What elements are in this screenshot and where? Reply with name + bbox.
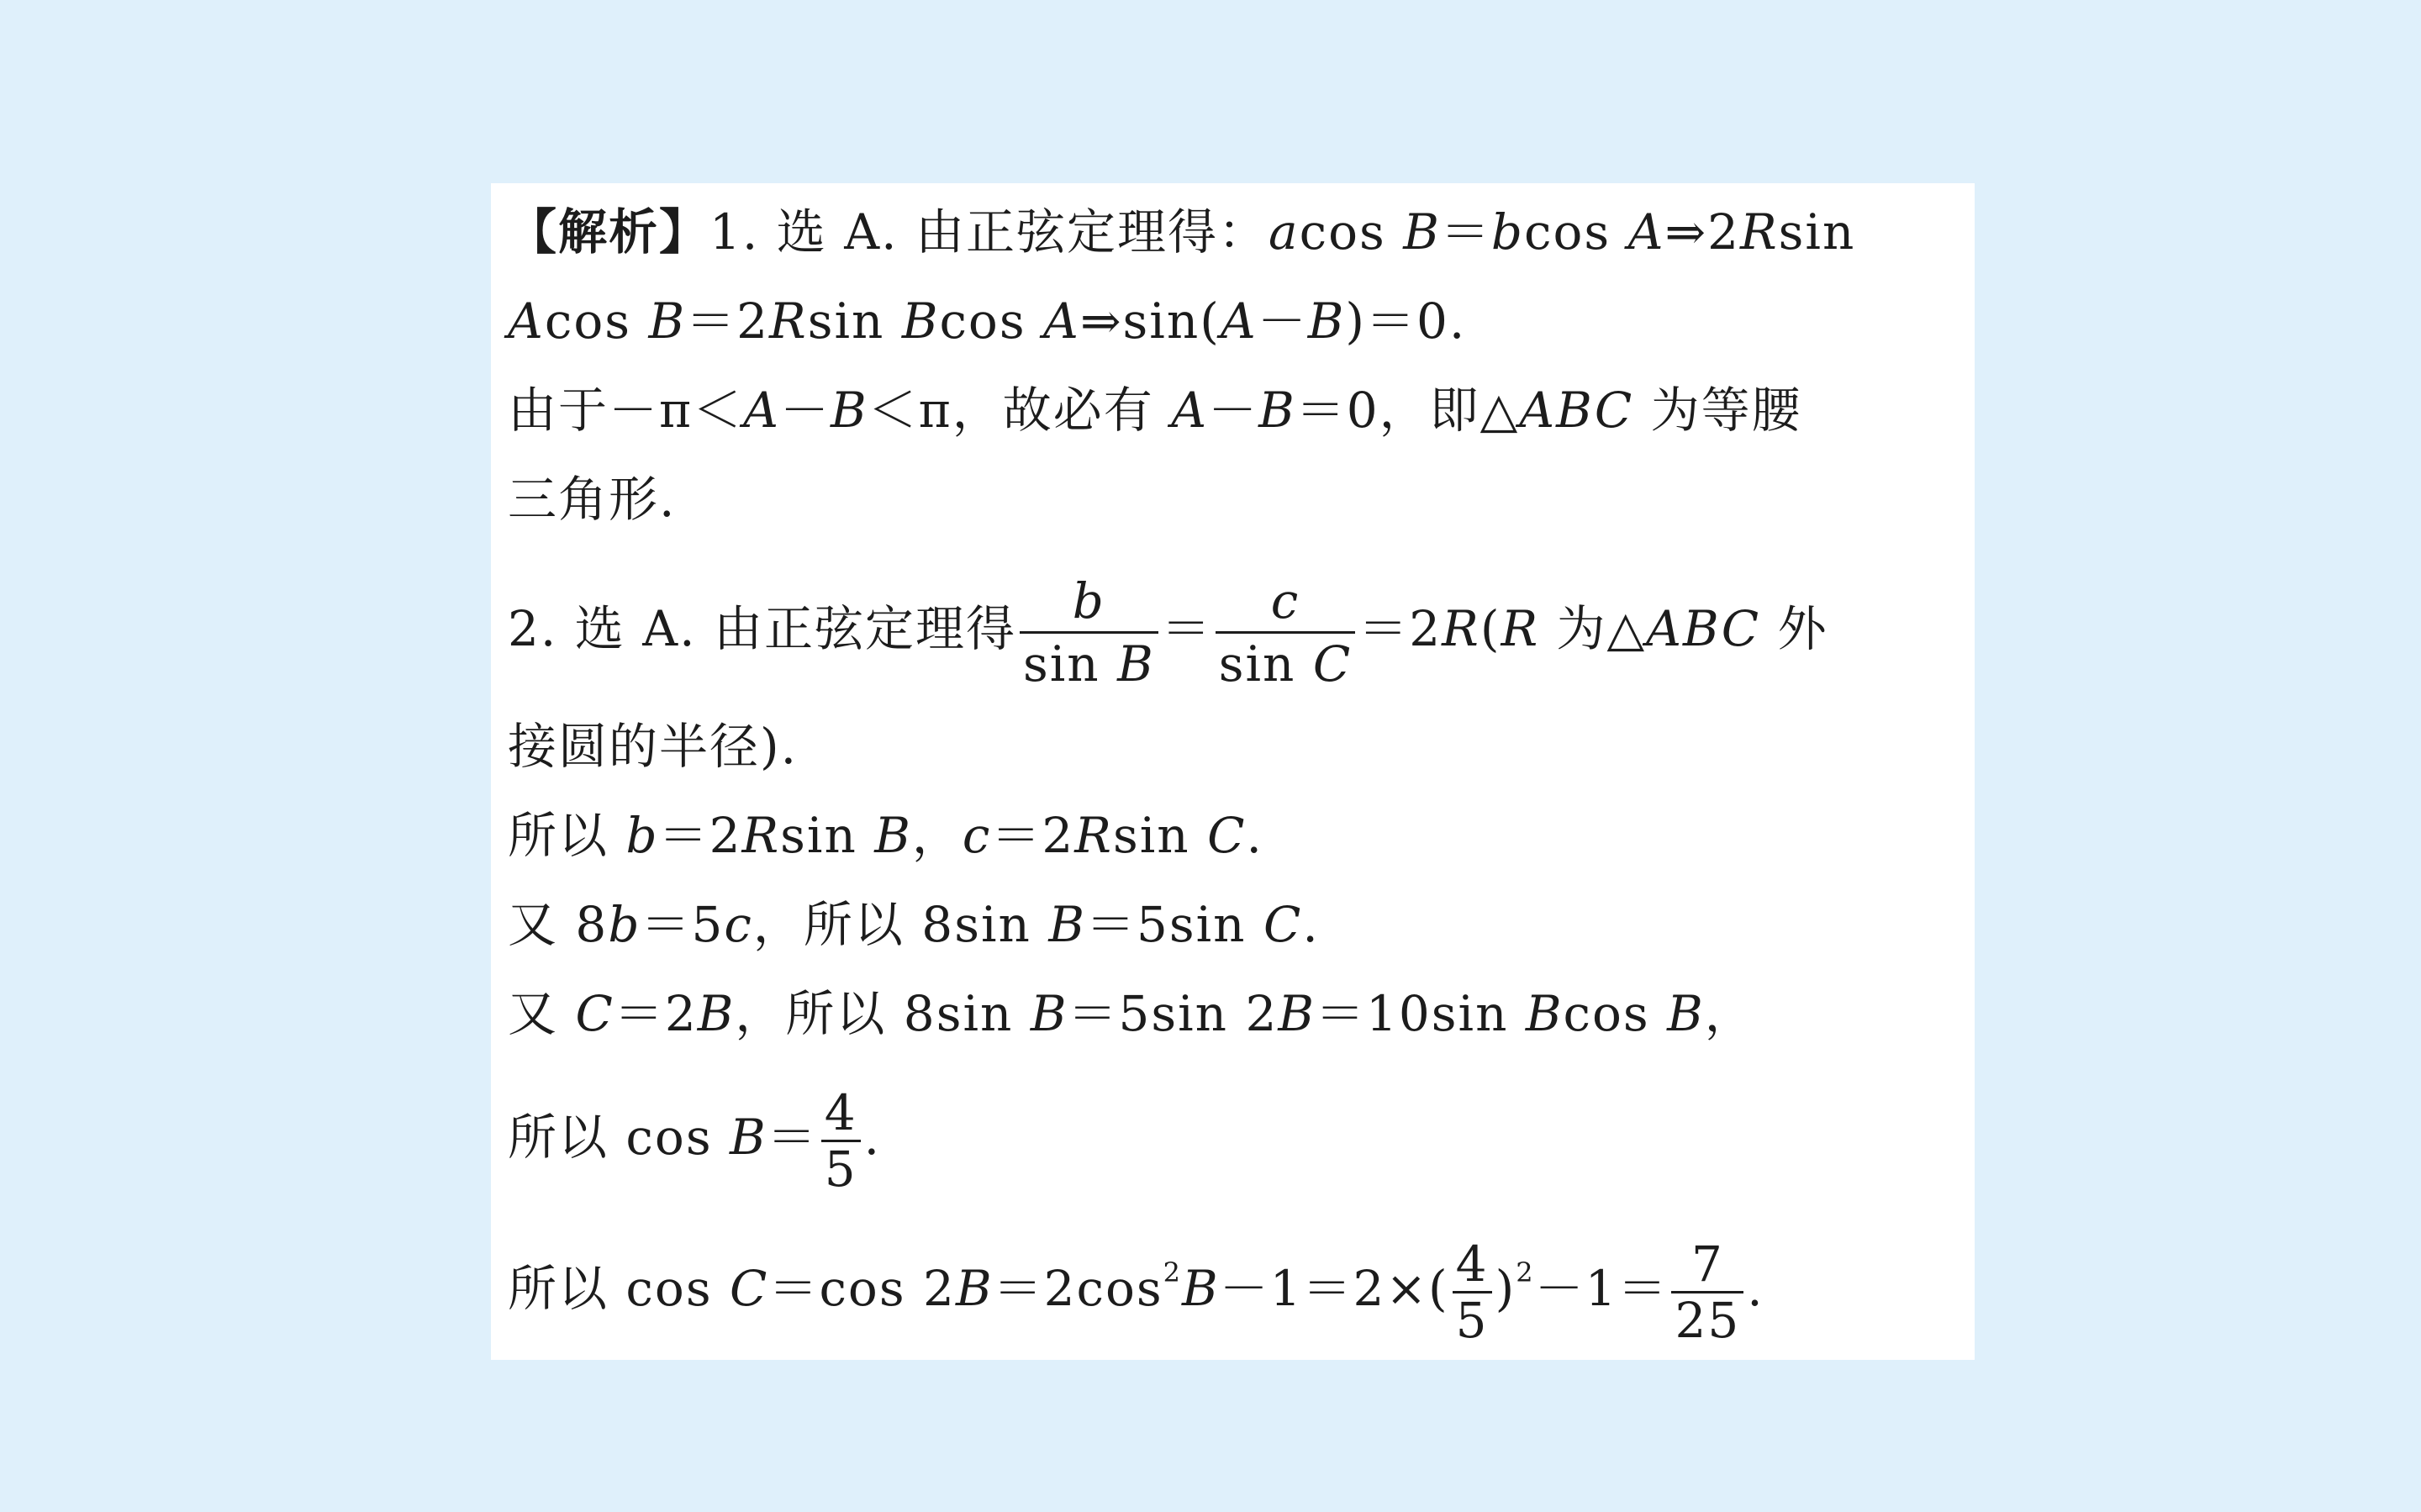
fraction-4-over-5: [1453, 1235, 1492, 1350]
solution-card: [491, 183, 1975, 1360]
text: ⇒sin(: [1079, 292, 1221, 350]
var: C: [730, 1260, 769, 1317]
var: c: [962, 807, 992, 864]
text: ＝0，即△: [1295, 382, 1520, 439]
text: .: [863, 1109, 882, 1166]
solution-line-9: [508, 980, 1966, 1047]
var: R: [1074, 807, 1113, 864]
var: B: [1182, 1260, 1220, 1317]
solution-line-10: [508, 1074, 1966, 1200]
fraction-numerator: 4: [821, 1086, 861, 1142]
text: (: [1480, 600, 1501, 657]
var: B: [1525, 985, 1564, 1042]
text: 2. 选 A. 由正弦定理得: [508, 600, 1016, 657]
text: 1. 选 A. 由正弦定理得：: [709, 203, 1269, 261]
text: 又 8: [508, 896, 609, 953]
fraction-denominator: [1020, 634, 1158, 694]
text: ⇒2: [1664, 203, 1740, 261]
text: .: [1747, 1260, 1764, 1317]
fraction-denominator: 5: [824, 1141, 857, 1199]
text: ，所以 8sin: [735, 985, 1031, 1042]
text: ＜π，故必有: [868, 382, 1172, 439]
text: ＝: [1161, 600, 1212, 657]
text: 所以 cos: [508, 1109, 731, 1166]
text: cos: [1523, 203, 1628, 261]
solution-header: 【解析】: [508, 203, 710, 261]
text: ，所以 8sin: [752, 896, 1049, 953]
text: sin: [1778, 203, 1856, 261]
var: A: [1171, 382, 1209, 439]
var: R: [741, 807, 781, 864]
text: cos: [1563, 985, 1668, 1042]
text: 外: [1760, 600, 1828, 657]
var: c: [724, 896, 753, 953]
var: b: [625, 807, 659, 864]
var: B: [1667, 985, 1705, 1042]
var: b: [1490, 203, 1524, 261]
fraction-numerator: b: [1020, 571, 1158, 634]
solution-line-3: [508, 377, 1966, 444]
var: A: [508, 292, 545, 350]
solution-line-4: [508, 466, 1966, 533]
var: B: [1403, 203, 1441, 261]
text: 又: [508, 985, 576, 1042]
var: C: [575, 985, 614, 1042]
text: －1＝: [1534, 1260, 1669, 1317]
fraction-7-over-25: [1671, 1235, 1743, 1350]
solution-line-2: [508, 287, 1966, 355]
text: －: [780, 382, 831, 439]
var: B: [1117, 635, 1155, 693]
var: B: [874, 807, 912, 864]
text: ＝2: [658, 807, 742, 864]
var: a: [1269, 203, 1300, 261]
text: )＝0.: [1345, 292, 1467, 350]
text: ＝5sin: [1085, 896, 1263, 953]
text: sin: [1218, 635, 1313, 693]
text: 由于－π＜: [508, 382, 744, 439]
var: B: [697, 985, 736, 1042]
text: cos: [939, 292, 1044, 350]
text: ＝5: [641, 896, 725, 953]
var: C: [1263, 896, 1303, 953]
solution-line-11: [508, 1225, 1966, 1351]
fraction-numerator: 7: [1671, 1237, 1743, 1293]
text: sin: [1022, 635, 1118, 693]
text: ，: [911, 807, 963, 864]
solution-line-8: [508, 891, 1966, 958]
var: B: [1278, 985, 1316, 1042]
text: sin: [1112, 807, 1208, 864]
var: B: [648, 292, 687, 350]
solution-line-6: [508, 713, 1966, 780]
text: ): [1495, 1260, 1516, 1317]
var: C: [1207, 807, 1247, 864]
var: ABC: [1646, 600, 1761, 657]
text: cos: [1299, 203, 1404, 261]
superscript: 2: [1516, 1256, 1535, 1288]
text: ＝2: [686, 292, 770, 350]
text: ＝5sin 2: [1068, 985, 1279, 1042]
text: ＝: [767, 1109, 818, 1166]
var: R: [1442, 600, 1480, 657]
fraction-4-over-5: [821, 1084, 861, 1199]
var: R: [1501, 600, 1540, 657]
text: 为等腰: [1633, 382, 1802, 439]
text: ＝cos 2: [768, 1260, 956, 1317]
superscript: 2: [1163, 1256, 1183, 1288]
text: ，: [1704, 985, 1755, 1042]
solution-line-7: [508, 802, 1966, 869]
var: A: [743, 382, 781, 439]
var: B: [901, 292, 940, 350]
solution-line-5: [508, 561, 1966, 696]
text: sin: [807, 292, 902, 350]
text: ＝: [1440, 203, 1491, 261]
fraction-denominator: 25: [1675, 1292, 1741, 1350]
var: B: [730, 1109, 767, 1166]
var: B: [1258, 382, 1296, 439]
var: B: [955, 1260, 994, 1317]
text: 为△: [1539, 600, 1647, 657]
text: ＝10sin: [1315, 985, 1526, 1042]
text: 三角形.: [508, 471, 677, 528]
var: B: [1307, 292, 1346, 350]
text: cos: [544, 292, 649, 350]
var: B: [1030, 985, 1068, 1042]
fraction-numerator: 4: [1453, 1237, 1492, 1293]
fraction-c-over-sinC: [1216, 571, 1356, 694]
text: ＝2: [991, 807, 1075, 864]
text: 接圆的半径).: [508, 718, 799, 775]
var: B: [831, 382, 868, 439]
var: B: [1048, 896, 1086, 953]
var: A: [1043, 292, 1080, 350]
text: ＝2: [614, 985, 698, 1042]
solution-line-1: [508, 198, 1966, 266]
text: ＝2: [1358, 600, 1443, 657]
fraction-b-over-sinB: [1020, 571, 1158, 694]
fraction-numerator: c: [1216, 571, 1356, 634]
var: R: [1739, 203, 1779, 261]
text: －1＝2×(: [1219, 1260, 1449, 1317]
text: －: [1208, 382, 1259, 439]
text: 所以: [508, 807, 626, 864]
text: .: [1302, 896, 1320, 953]
var: b: [608, 896, 641, 953]
text: －: [1257, 292, 1308, 350]
var: A: [1627, 203, 1665, 261]
fraction-denominator: 5: [1455, 1292, 1489, 1350]
var: A: [1220, 292, 1258, 350]
text: sin: [780, 807, 875, 864]
fraction-denominator: [1216, 634, 1356, 694]
var: C: [1312, 635, 1353, 693]
text: .: [1246, 807, 1263, 864]
var: R: [769, 292, 808, 350]
text: ＝2cos: [993, 1260, 1163, 1317]
text: 所以 cos: [508, 1260, 731, 1317]
var: ABC: [1519, 382, 1634, 439]
